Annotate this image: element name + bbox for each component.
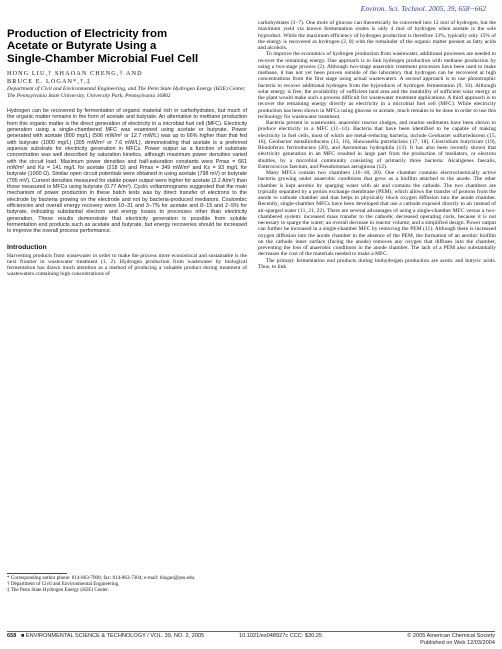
article-title [7, 28, 247, 65]
intro-paragraph: Harvesting products from wastewater in order to make the process more economical and sustainable is the next frontier in wastewater treatment (1, 2). Hydrogen production from wastewater by biological fermentation has drawn much attention as a method of producing a valuable product during treatment of wastewaters containing high concentrations of [7, 252, 247, 278]
footer-divider [7, 631, 495, 632]
body-paragraph: Many MFCs contain two chambers (16−18, 20). One chamber contains electrochemically active bacteria growing under anaerobic conditions that grow as a biofilm attached to the anode. The other chamber is kept aerobic by sparging water with air and contains the cathode. The two chambers are typically separated by a proton exchange membrane (PEM), which allows the transfer of protons from the anode to cathode chamber and that helps to physically block oxygen diffusion into the anode chamber. Recently, single-chamber MFCs have been developed that use a cathode exposed directly to air instead of air-sparged water (11, 21, 22). There are several advantages of using a single-chamber MFC versus a two-chambered system: increased mass transfer to the cathode; decreased operating costs, because it is not necessary to sparge the water; an overall decrease in reactor volume; and a simplified design. Power output can further be increased in a single-chamber MFC by removing the PEM (11). Although there is increased oxygen diffusion into the anode chamber in the absence of the PEM, the formation of an aerobic biofilm on the cathode inner surface (facing the anode) removes any oxygen that diffuses into the chamber, preventing the loss of anaerobic conditions in the anode chamber. The lack of a PEM also substantially decreases the cost of the materials needed to make a MFC. [258, 170, 496, 258]
footnote-dept: † Department of Civil and Environmental Engineering. [7, 581, 120, 588]
copyright: © 2005 American Chemical Society [407, 633, 495, 639]
publication-date: Published on Web 12/03/2004 [420, 640, 495, 646]
title-line: Production of Electricity from [7, 28, 168, 40]
journal-name: ■ ENVIRONMENTAL SCIENCE & TECHNOLOGY / VOL. 39, NO. 2, 2005 [21, 633, 205, 639]
footnote-divider [7, 573, 67, 574]
title-line: Acetate or Butyrate Using a [7, 40, 157, 53]
right-column [258, 20, 496, 270]
body-paragraph: carbohydrates (3−7). One mole of glucose can theoretically be converted into 12 mol of hydrogen, but the maximum yield via known fermentation routes is only 4 mol of hydrogen when acetate is the sole byproduct. While the maximum efficiency of hydrogen production is therefore 33%, typically only 15% of the energy is recovered as hydrogen (2, 8) with the remainder of the organic matter present as fatty acids and alcohols. [258, 20, 496, 51]
title-line: Single-Chamber Microbial Fuel Cell [7, 52, 199, 65]
affiliation: Department of Civil and Environmental Engineering, and The Penn State Hydrogen Energy (H2E) Center, The Pennsylvania State University, University Park, Pennsylvania 16802 [7, 86, 246, 100]
left-column [7, 20, 247, 278]
body-paragraph: The primary fermentation end products during biohydrogen production are acetic and butyric acids. Thus, to link [258, 257, 496, 270]
authors-line: BRUCE E. LOGAN*,†,‡ [7, 78, 91, 86]
authors-line: HONG LIU,† SHAOAN CHENG,† AND [7, 70, 143, 78]
footnote-corresponding: * Corresponding author phone: 814-863-7908; fax: 814-863-7304; e-mail: blogan@psu.edu. [7, 575, 196, 581]
authors [7, 70, 247, 86]
page-number: 658 [7, 633, 17, 639]
doi: 10.1021/es048927c CCC: $30.25 [239, 633, 323, 639]
abstract: Hydrogen can be recovered by fermentation of organic material rich in carbohydrates, but much of the organic matter remains in the form of acetate and butyrate. An alternative to methane production from this organic matter is the direct generation of electricity in a microbial fuel cell (MFC). Electricity generation using a single-chambered MFC was examined using acetate or butyrate. Power generated with acetate (800 mg/L) (506 mW/m² or 12.7 mW/L) was up to 66% higher than that fed with butyrate (1000 mg/L) (305 mW/m² or 7.6 mW/L), demonstrating that acetate is a preferred aqueous substrate for electricity generation in MFCs. Power output as a function of substrate concentration was well described by saturation kinetics, although maximum power densities varied with the circuit load. Maximum power densities and half-saturation constants were Pmax = 661 mW/m² and Ks = 141 mg/L for acetate (218 Ω) and Pmax = 349 mW/m² and Ks = 93 mg/L for butyrate (1000 Ω). Similar open circuit potentials were obtained in using acetate (798 mV) or butyrate (795 mV). Current densities measured for stable power output were higher for acetate (2.2 A/m²) than those measured in MFCs using butyrate (0.77 A/m²). Cyclic voltammograms suggested that the main mechanism of power production in these batch tests was by direct transfer of electrons to the electrode by bacteria growing on the electrode and not by bacteria-produced mediators. Coulombic efficiencies and overall energy recovery were 10−31 and 3−7% for acetate and 8−15 and 2−5% for butyrate, indicating substantial electron and energy losses to processes other than electricity generation. These results demonstrate that electricity generation is possible from soluble fermentation end products such as acetate and butyrate, but energy recoveries should be increased to improve the overall process performance. [7, 107, 247, 235]
footnote-h2e: ‡ The Penn State Hydrogen Energy (H2E) Center. [7, 587, 109, 594]
section-heading-introduction: Introduction [7, 243, 47, 251]
footnotes [7, 575, 247, 593]
body-paragraph: Bacteria present in wastewater, anaerobic reactor sludges, and marine sediments have been shown to produce electricity in a MFC (11−14). Bacteria that have been identified to be capable of making electricity in fuel cells, most of which are metal-reducing bacteria, include Geobacter sulfurreducens (15, 16), Geobacter metallireducens (13, 16), Shewanella putrefaciens (17, 18), Clostridium butyricum (19), Rhodoferax ferrireducens (20), and Aeromonas hydrophila (13). It has also been recently shown that electricity generation in an MFC resulted in large part from the production of mediators, or electron shuttles, by a microbial community consisting of primarily three bacteria: Alcaligenes faecalis, Enterococcus faecium, and Pseudomonas aeruginosa (12). [258, 120, 496, 170]
page-footer [7, 633, 495, 647]
journal-reference: Environ. Sci. Technol. 2005, 39, 658−662 [360, 4, 486, 13]
body-paragraph: To improve the economics of hydrogen production from wastewater, additional processes are needed to recover the remaining energy. One approach is to link hydrogen production with methane production by using a two-stage process (2). Although two-stage anaerobic treatment processes have been used to make methane, it has not yet been proven outside of the laboratory that hydrogen can be recovered at high concentrations from the first stage using actual wastewaters. A second approach is to use phototrophic bacteria to recover additional hydrogen from the byproducts of hydrogen fermentation (9, 10). Although solar energy is free, the availability of sufficient land area and the instability of sufficient solar energy at the plant would make such a process difficult for wastewater treatment applications. A third approach is to recover the remaining energy directly as electricity in a microbial fuel cell (MFC). While electricity production has been shown in MFCs using glucose or acetate, much remains to be done in order to use this technology for wastewater treatment. [258, 51, 496, 120]
